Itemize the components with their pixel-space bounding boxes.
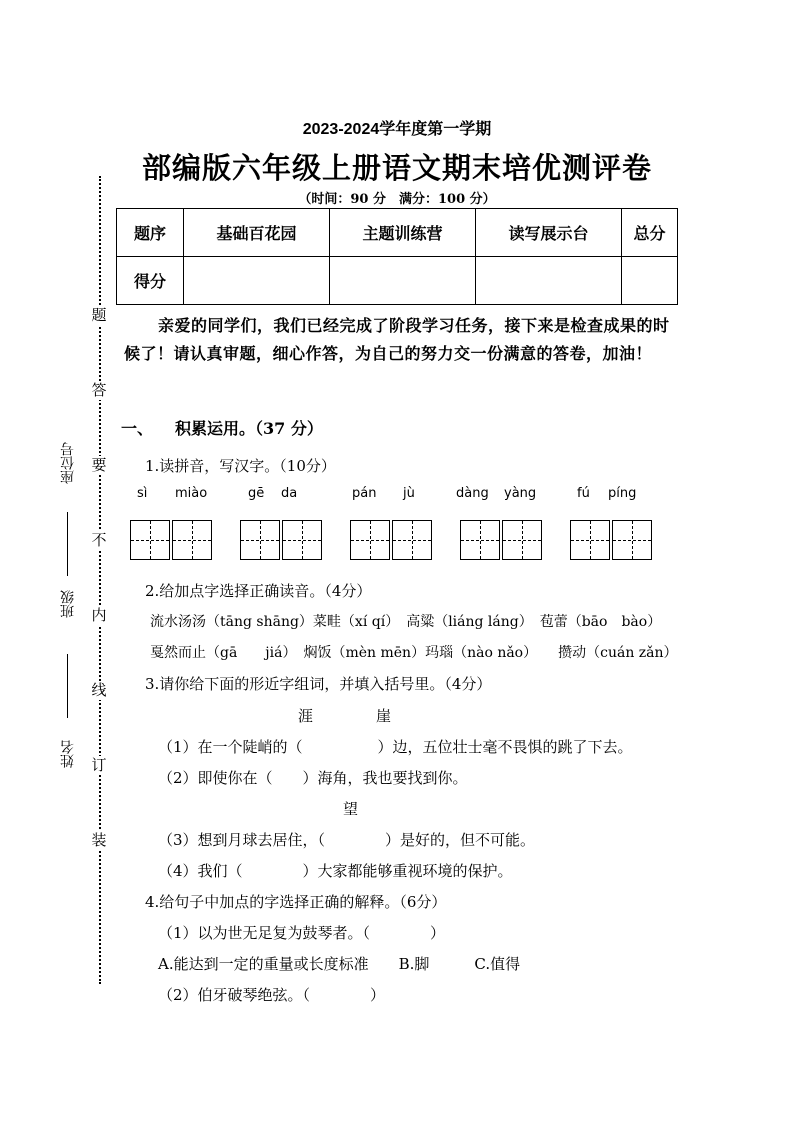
writing-box[interactable] <box>612 520 652 560</box>
question-title: 4.给句子中加点的字选择正确的解释。（6分） <box>145 893 447 911</box>
writing-box[interactable] <box>172 520 212 560</box>
question-text: （2）即使你在（ ）海角，我也要找到你。 <box>158 769 468 787</box>
year-term: 2023-2024学年度第一学期 <box>302 121 492 138</box>
score-header-cell: 读写展示台 <box>476 209 622 257</box>
binding-word: 答 <box>91 381 107 399</box>
question-title: 1.读拼音，写汉字。（10分） <box>145 457 336 475</box>
writing-box[interactable] <box>130 520 170 560</box>
word-char: 崖 <box>376 707 392 725</box>
pinyin: sì <box>137 486 148 501</box>
binding-word: 订 <box>91 756 107 774</box>
question-text: （2）伯牙破琴绝弦。（ ） <box>158 986 386 1004</box>
section-heading-number: 一、 <box>121 419 154 438</box>
class-label: 班级 <box>60 590 76 618</box>
answer-options: A.能达到一定的重量或长度标准 B.脚 C.值得 <box>158 955 521 973</box>
score-table <box>116 208 678 305</box>
binding-word: 线 <box>91 681 107 699</box>
name-label: 姓名 <box>60 740 76 768</box>
writing-box[interactable] <box>240 520 280 560</box>
binding-word: 内 <box>91 606 107 624</box>
binding-word: 装 <box>91 831 107 849</box>
pinyin: gē <box>248 486 265 501</box>
writing-box[interactable] <box>392 520 432 560</box>
pinyin: da <box>281 486 298 501</box>
writing-box[interactable] <box>570 520 610 560</box>
question-text: （3）想到月球去居住，（ ）是好的，但不可能。 <box>158 831 536 849</box>
question-title: 2.给加点字选择正确读音。（4分） <box>145 582 372 600</box>
writing-box[interactable] <box>350 520 390 560</box>
question-text: 戛然而止（gā jiá） 焖饭（mèn mēn）玛瑙（nào nǎo） 攒动（cuán zǎn） <box>150 645 678 661</box>
score-header-cell: 总分 <box>622 209 678 257</box>
seat-number-field[interactable] <box>67 512 68 576</box>
score-cell[interactable] <box>476 257 622 305</box>
pinyin: miào <box>175 486 208 501</box>
score-cell[interactable] <box>330 257 476 305</box>
binding-word: 不 <box>91 531 107 549</box>
word-char: 望 <box>343 800 359 818</box>
score-cell[interactable] <box>184 257 330 305</box>
word-char: 涯 <box>298 707 314 725</box>
score-header-cell: 主题训练营 <box>330 209 476 257</box>
score-header-cell: 题序 <box>117 209 184 257</box>
class-field[interactable] <box>67 654 68 718</box>
question-text: （4）我们（ ）大家都能够重视环境的保护。 <box>158 862 513 880</box>
writing-box[interactable] <box>282 520 322 560</box>
pinyin: píng <box>608 486 637 501</box>
score-header-cell: 基础百花园 <box>184 209 330 257</box>
binding-word: 题 <box>91 306 107 324</box>
question-text: （1）在一个陡峭的（ ）边，五位壮士毫不畏惧的跳了下去。 <box>158 738 633 756</box>
section-heading: 积累运用。（37 分） <box>175 419 323 438</box>
pinyin: pán <box>352 486 377 501</box>
question-text: 流水汤汤（tāng shāng）菜畦（xí qí） 高粱（liáng láng） 苞蕾（bāo bào） <box>150 614 662 630</box>
seat-number-label: 座位号 <box>60 442 76 484</box>
pinyin: yàng <box>504 486 537 501</box>
pinyin: jù <box>403 486 415 501</box>
pinyin: dàng <box>456 486 489 501</box>
score-cell[interactable] <box>622 257 678 305</box>
writing-box[interactable] <box>460 520 500 560</box>
score-row-label: 得分 <box>117 257 184 305</box>
writing-box[interactable] <box>502 520 542 560</box>
binding-word: 要 <box>91 456 107 474</box>
time-score-info: （时间：90 分 满分：100 分） <box>298 192 496 207</box>
binding-dotted-line <box>99 176 101 984</box>
page-title: 部编版六年级上册语文期末培优测评卷 <box>141 151 652 185</box>
question-title: 3.请你给下面的形近字组词，并填入括号里。（4分） <box>145 675 492 693</box>
pinyin: fú <box>577 486 590 501</box>
question-text: （1）以为世无足复为鼓琴者。（ ） <box>158 924 446 942</box>
intro-paragraph: 亲爱的同学们，我们已经完成了阶段学习任务，接下来是检查成果的时候了！请认真审题，细心作答，为自己的努力交一份满意的答卷，加油！ <box>124 316 670 363</box>
